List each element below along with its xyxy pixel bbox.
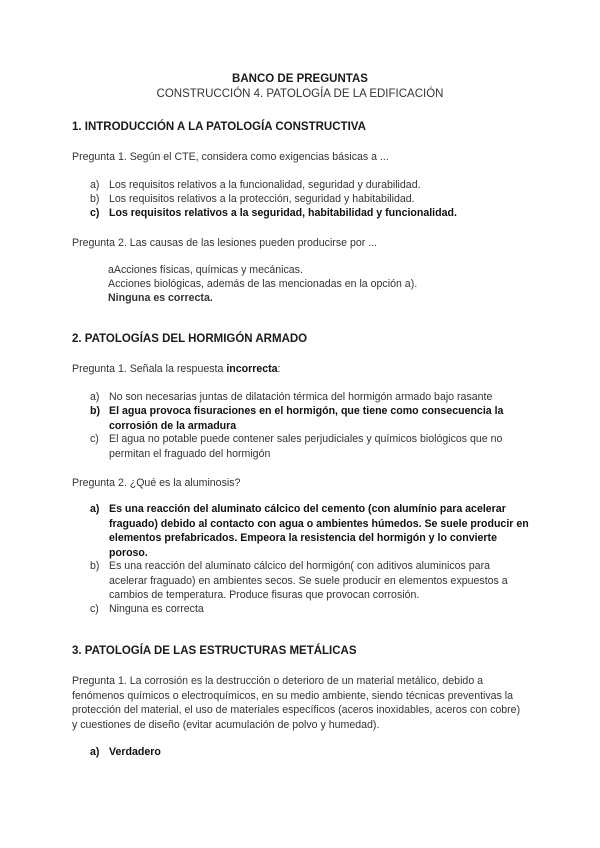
question-1-2: Pregunta 2. Las causas de las lesiones pueden producirse por ... [72,237,378,249]
option-1-1-b [90,192,530,207]
option-marker: c) [90,433,99,445]
option-text: Los requisitos relativos a la seguridad, habitabilidad y funcionalidad. [109,207,457,219]
option-text: Es una reacción del aluminato cálcico del hormigón( con aditivos aluminicos para acelerar fraguado) en ambientes secos. Se suele producir en elementos expuestos a cambios de temperatura. Produce fisuras que provocan corrosión. [109,560,508,601]
option-1-2-a: aAcciones físicas, químicas y mecánicas. [108,264,303,276]
option-marker: a) [90,391,100,403]
section-1-heading: 1. INTRODUCCIÓN A LA PATOLOGÍA CONSTRUCTIVA [72,121,366,133]
question-1-1: Pregunta 1. Según el CTE, considera como exigencias básicas a ... [72,151,389,163]
option-2-1-c [90,432,530,461]
option-marker: a) [90,503,100,515]
option-marker: c) [90,603,99,615]
option-1-2-b: Acciones biológicas, además de las mencionadas en la opción a). [108,278,418,290]
question-text-end: : [277,363,281,375]
option-2-2-a-correct [90,502,530,560]
option-text: El agua no potable puede contener sales perjudiciales y químicos biológicos que no permitan el fraguado del hormigón [109,433,503,460]
question-2-2: Pregunta 2. ¿Qué es la aluminosis? [72,477,241,489]
option-marker: a) [90,179,100,191]
option-marker: b) [90,405,100,417]
section-2-heading: 2. PATOLOGÍAS DEL HORMIGÓN ARMADO [72,333,308,345]
question-emphasis: incorrecta [226,363,278,375]
option-2-1-a [90,390,530,405]
option-marker: b) [90,193,100,205]
option-text: Ninguna es correcta [109,603,204,615]
option-marker: b) [90,560,100,572]
option-1-1-c-correct [90,206,530,221]
option-marker: a) [90,746,100,758]
document-title: BANCO DE PREGUNTAS [232,73,368,85]
option-2-1-b-correct [90,404,530,433]
option-text: Verdadero [109,746,161,758]
option-text: Es una reacción del aluminato cálcico del cemento (con alumínio para acelerar fraguado) debido al contacto con agua o ambientes húmedos. Se suele producir en elementos prefabricados. Empeora la resistencia del hormigón y lo convierte poroso. [109,503,529,559]
section-3-heading: 3. PATOLOGÍA DE LAS ESTRUCTURAS METÁLICAS [72,645,357,657]
option-2-2-b [90,559,530,603]
option-1-2-c-correct: Ninguna es correcta. [108,292,213,304]
option-text: Los requisitos relativos a la protección, seguridad y habitabilidad. [109,193,415,205]
option-1-1-a [90,178,530,193]
answer-3-1-correct [90,745,530,760]
option-text: No son necesarias juntas de dilatación térmica del hormigón armado bajo rasante [109,391,493,403]
document-subtitle: CONSTRUCCIÓN 4. PATOLOGÍA DE LA EDIFICACIÓN [156,88,444,100]
question-2-1 [72,362,528,376]
option-marker: c) [90,207,100,219]
option-text: El agua provoca fisuraciones en el hormigón, que tiene como consecuencia la corrosión de la armadura [109,405,504,432]
option-2-2-c [90,602,530,617]
question-text: Pregunta 1. Señala la respuesta [72,363,227,375]
question-3-1: Pregunta 1. La corrosión es la destrucción o deterioro de un material metálico, debido a fenómenos químicos o electroquímicos, en su medio ambiente, siendo técnicas preventivas la protección del material, el uso de materiales específicos (aceros inoxidables, aceros con cobre) y cuestiones de diseño (evitar acumulación de polvo y humedad). [72,675,521,731]
option-text: Los requisitos relativos a la funcionalidad, seguridad y durabilidad. [109,179,421,191]
